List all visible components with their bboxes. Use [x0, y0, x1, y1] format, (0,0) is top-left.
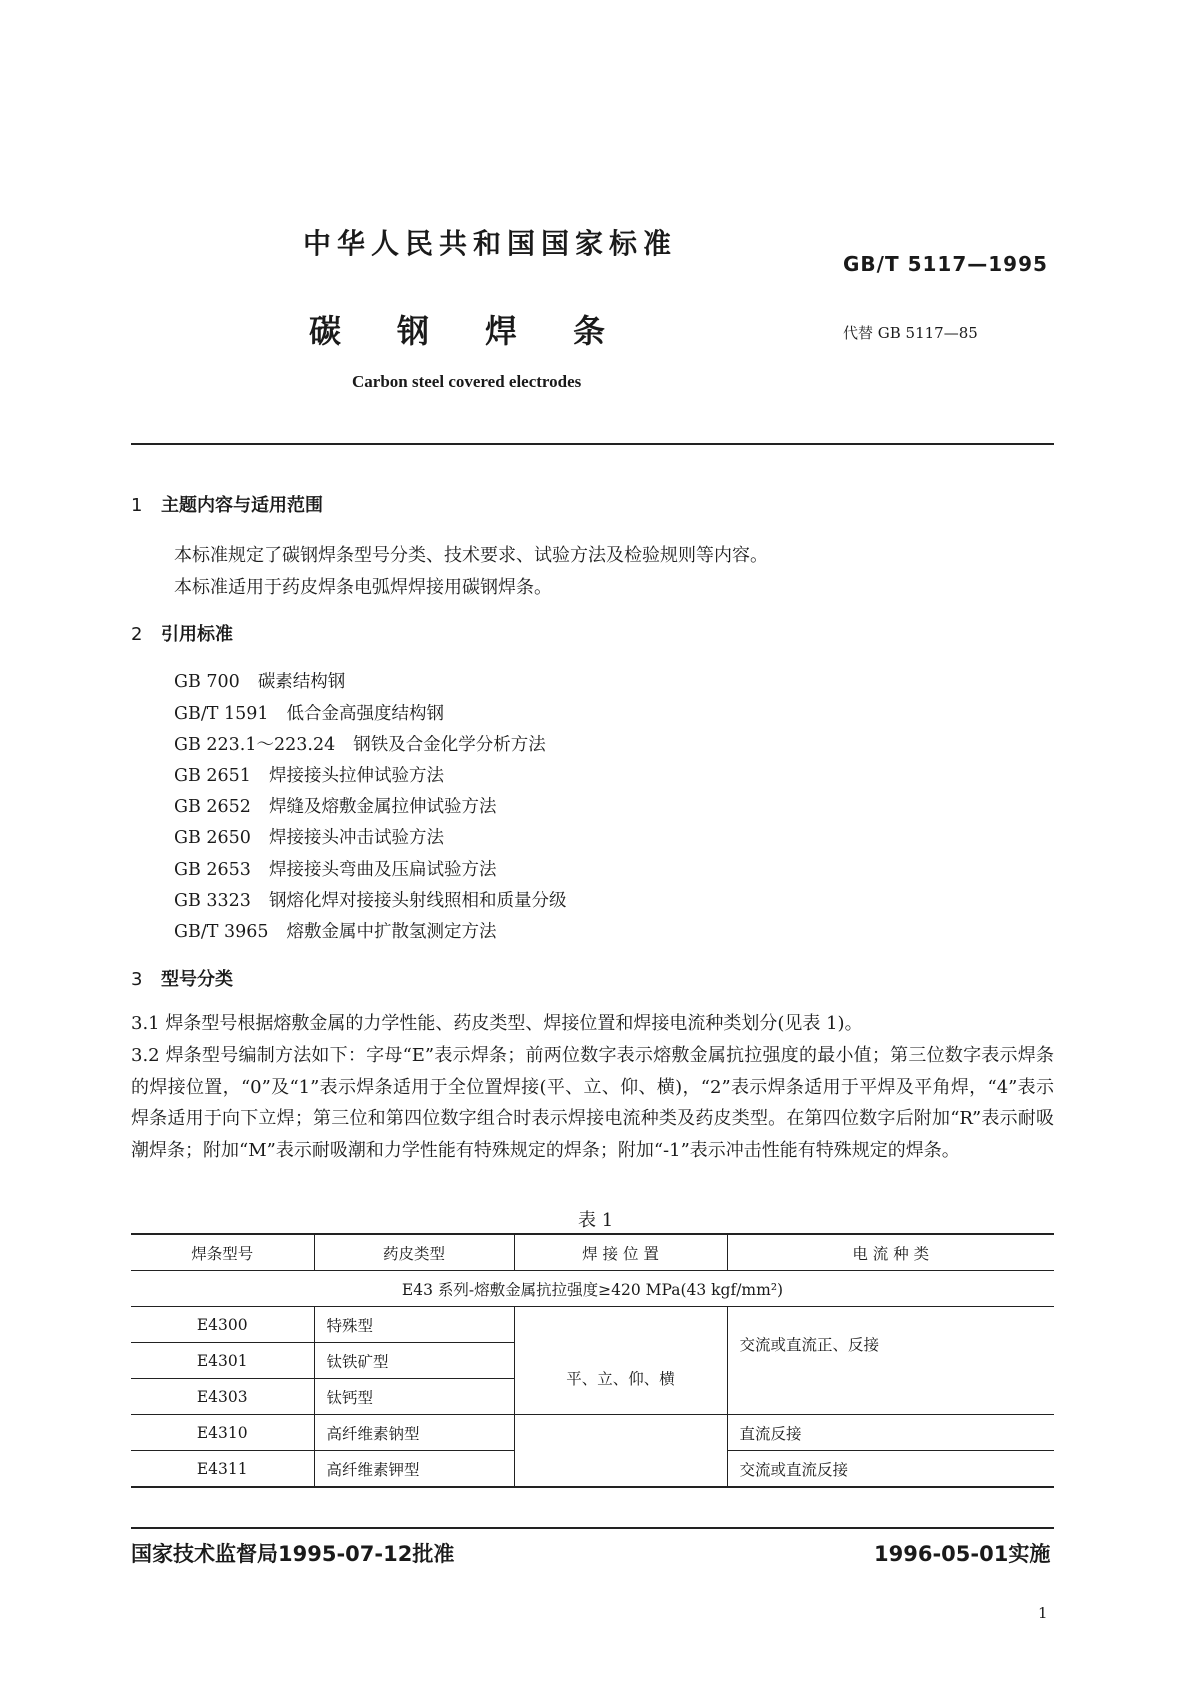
- title-char: 碳: [309, 312, 344, 350]
- title-char: 焊: [485, 312, 520, 350]
- section-title: 主题内容与适用范围: [161, 495, 323, 516]
- table-series-row: [131, 1271, 1054, 1307]
- column-header: 焊条型号: [131, 1234, 314, 1271]
- table-caption: 表 1: [578, 1210, 614, 1231]
- approval-date: 国家技术监督局1995-07-12批准: [131, 1542, 455, 1566]
- table-header-row: [131, 1234, 1054, 1271]
- current-cell: 交流或直流正、反接: [727, 1307, 1054, 1415]
- title-char: 钢: [397, 312, 432, 350]
- reference-item: GB 2650 焊接接头冲击试验方法: [174, 828, 444, 848]
- reference-item: GB/T 1591 低合金高强度结构钢: [174, 704, 445, 724]
- coating-cell: 钛钙型: [314, 1379, 514, 1415]
- current-cell: 直流反接: [727, 1415, 1054, 1451]
- column-header: 药皮类型: [314, 1234, 514, 1271]
- coating-cell: 高纤维素钠型: [314, 1415, 514, 1451]
- section-number: 1: [131, 495, 143, 516]
- reference-item: GB 3323 钢熔化焊对接接头射线照相和质量分级: [174, 891, 567, 911]
- reference-item: GB 2653 焊接接头弯曲及压扁试验方法: [174, 860, 497, 880]
- section-2-heading: [131, 620, 233, 646]
- page-number: 1: [1038, 1604, 1048, 1622]
- section-1-para-2: 本标准适用于药皮焊条电弧焊焊接用碳钢焊条。: [174, 577, 552, 598]
- section-number: 3: [131, 969, 143, 990]
- reference-item: GB 2652 焊缝及熔敷金属拉伸试验方法: [174, 797, 497, 817]
- clause-3-2: 3.2 焊条型号编制方法如下：字母“E”表示焊条；前两位数字表示熔敷金属抗拉强度的最小值；第三位数字表示焊条的焊接位置，“0”及“1”表示焊条适用于全位置焊接(平、立、仰、横)，“2”表示焊条适用于平焊及平角焊，“4”表示焊条适用于向下立焊；第三位和第四位数字组合时表示焊接电流种类及药皮类型。在第四位数字后附加“R”表示耐吸潮焊条；附加“M”表示耐吸潮和力学性能有特殊规定的焊条；附加“-1”表示冲击性能有特殊规定的焊条。: [131, 1045, 1054, 1161]
- coating-cell: 高纤维素钾型: [314, 1451, 514, 1488]
- section-1-para-1: 本标准规定了碳钢焊条型号分类、技术要求、试验方法及检验规则等内容。: [174, 545, 768, 566]
- reference-item: GB 223.1～223.24 钢铁及合金化学分析方法: [174, 735, 546, 755]
- series-label: E43 系列-熔敷金属抗拉强度≥420 MPa(43 kgf/mm²): [131, 1271, 1054, 1307]
- model-cell: E4311: [131, 1451, 314, 1488]
- model-cell: E4303: [131, 1379, 314, 1415]
- reference-item: GB 700 碳素结构钢: [174, 672, 346, 692]
- section-3-heading: [131, 965, 233, 991]
- model-cell: E4310: [131, 1415, 314, 1451]
- replaces-note: 代替 GB 5117—85: [843, 324, 978, 342]
- column-header: 电 流 种 类: [727, 1234, 1054, 1271]
- model-cell: E4300: [131, 1307, 314, 1343]
- section-number: 2: [131, 624, 143, 645]
- section-title: 型号分类: [161, 969, 233, 990]
- model-cell: E4301: [131, 1343, 314, 1379]
- table-row: [131, 1415, 1054, 1451]
- current-cell: 交流或直流反接: [727, 1451, 1054, 1488]
- effective-date: 1996-05-01实施: [874, 1542, 1051, 1566]
- position-cell-empty: [514, 1415, 727, 1488]
- electrode-classification-table: [131, 1233, 1054, 1488]
- title-char: 条: [573, 312, 608, 350]
- reference-item: GB 2651 焊接接头拉伸试验方法: [174, 766, 444, 786]
- table-row: [131, 1307, 1054, 1343]
- column-header: 焊 接 位 置: [514, 1234, 727, 1271]
- section-1-heading: [131, 491, 323, 517]
- standard-number: GB/T 5117—1995: [843, 252, 1048, 276]
- national-standard-heading: 中华人民共和国国家标准: [303, 227, 678, 260]
- reference-item: GB/T 3965 熔敷金属中扩散氢测定方法: [174, 922, 497, 942]
- coating-cell: 特殊型: [314, 1307, 514, 1343]
- footer-divider: [131, 1527, 1054, 1529]
- clause-3-1: 3.1 焊条型号根据熔敷金属的力学性能、药皮类型、焊接位置和焊接电流种类划分(见表 1)。: [131, 1013, 863, 1034]
- document-title: [309, 306, 661, 352]
- section-title: 引用标准: [161, 624, 233, 645]
- position-cell: 平、立、仰、横: [514, 1307, 727, 1415]
- english-title: Carbon steel covered electrodes: [352, 372, 582, 391]
- header-divider: [131, 443, 1054, 445]
- coating-cell: 钛铁矿型: [314, 1343, 514, 1379]
